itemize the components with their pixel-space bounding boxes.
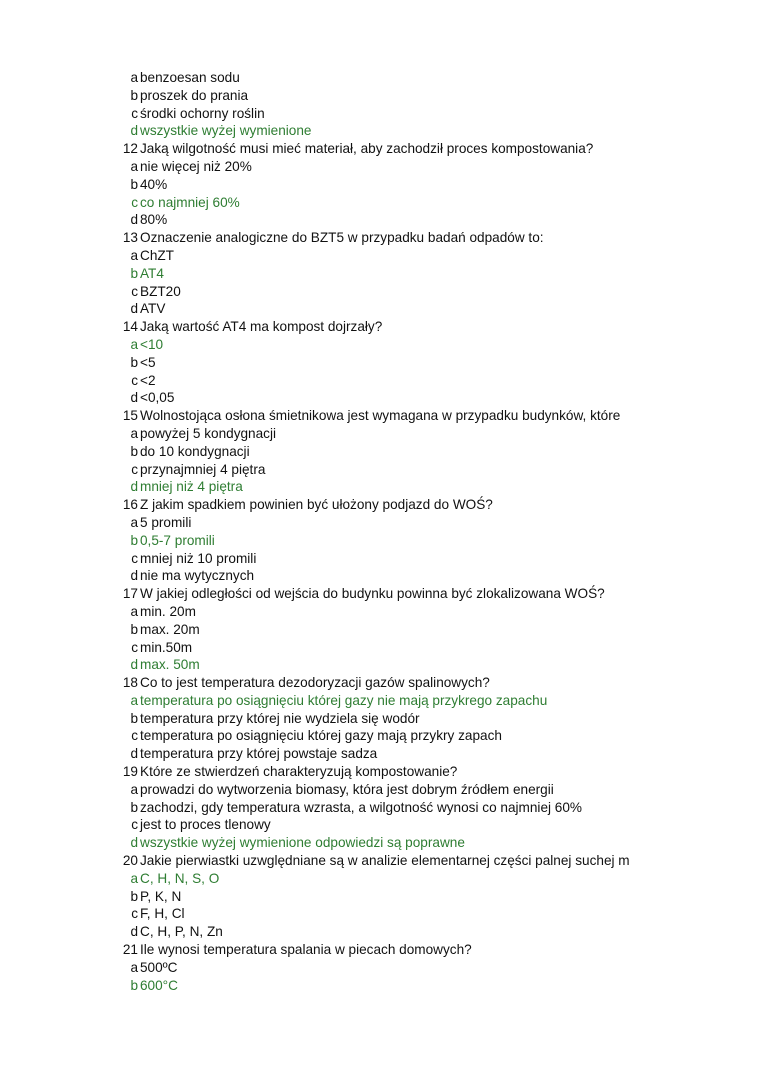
answer-text: mniej niż 4 piętra bbox=[140, 479, 243, 495]
answer-row bbox=[114, 247, 640, 265]
answer-text: 40% bbox=[140, 176, 168, 192]
answer-letter: c bbox=[131, 639, 138, 655]
question-row bbox=[114, 496, 640, 514]
question-number: 13 bbox=[122, 230, 138, 246]
answer-letter: b bbox=[130, 532, 138, 548]
answer-text: C, H, N, S, O bbox=[140, 870, 220, 886]
answer-letter: a bbox=[130, 692, 138, 708]
answer-text: temperatura przy której nie wydziela się wodór bbox=[140, 710, 420, 726]
question-text: Wolnostojąca osłona śmietnikowa jest wymagana w przypadku budynków, które bbox=[140, 408, 621, 424]
answer-letter: d bbox=[130, 657, 138, 673]
answer-letter: a bbox=[130, 514, 138, 530]
answer-row bbox=[114, 692, 640, 710]
answer-letter: c bbox=[131, 194, 138, 210]
answer-letter: a bbox=[130, 870, 138, 886]
answer-text: do 10 kondygnacji bbox=[140, 443, 250, 459]
answer-text: co najmniej 60% bbox=[140, 194, 240, 210]
answer-row bbox=[114, 727, 640, 745]
question-row bbox=[114, 407, 640, 425]
answer-text: <2 bbox=[140, 372, 156, 388]
answer-letter: d bbox=[130, 568, 138, 584]
answer-row bbox=[114, 69, 640, 87]
answer-text: temperatura po osiągnięciu której gazy nie mają przykrego zapachu bbox=[140, 692, 548, 708]
answer-letter: d bbox=[130, 123, 138, 139]
answer-row bbox=[114, 265, 640, 283]
answer-row bbox=[114, 425, 640, 443]
answer-letter: b bbox=[130, 621, 138, 637]
answer-letter: a bbox=[130, 336, 138, 352]
answer-letter: b bbox=[130, 799, 138, 815]
answer-row bbox=[114, 959, 640, 977]
answer-letter: c bbox=[131, 906, 138, 922]
question-text: Ile wynosi temperatura spalania w piecach domowych? bbox=[140, 942, 472, 958]
answer-row bbox=[114, 336, 640, 354]
answer-letter: c bbox=[131, 105, 138, 121]
answer-row bbox=[114, 781, 640, 799]
answer-text: min. 20m bbox=[140, 603, 196, 619]
answer-row bbox=[114, 122, 640, 140]
answer-row bbox=[114, 87, 640, 105]
answer-row bbox=[114, 621, 640, 639]
answer-text: prowadzi do wytworzenia biomasy, która jest dobrym źródłem energii bbox=[140, 781, 554, 797]
answer-row bbox=[114, 888, 640, 906]
question-row bbox=[114, 140, 640, 158]
answer-letter: d bbox=[130, 924, 138, 940]
answer-row bbox=[114, 710, 640, 728]
answer-text: powyżej 5 kondygnacji bbox=[140, 425, 277, 441]
answer-row bbox=[114, 443, 640, 461]
answer-text: temperatura po osiągnięciu której gazy mają przykry zapach bbox=[140, 728, 502, 744]
answer-row bbox=[114, 354, 640, 372]
answer-text: zachodzi, gdy temperatura wzrasta, a wilgotność wynosi co najmniej 60% bbox=[140, 799, 583, 815]
question-text: Co to jest temperatura dezodoryzacji gazów spalinowych? bbox=[140, 675, 490, 691]
answer-row bbox=[114, 514, 640, 532]
answer-text: benzoesan sodu bbox=[140, 70, 240, 85]
answer-text: ChZT bbox=[140, 247, 174, 263]
answer-letter: b bbox=[130, 87, 138, 103]
answer-text: AT4 bbox=[140, 265, 164, 281]
answer-row bbox=[114, 176, 640, 194]
answer-letter: d bbox=[130, 390, 138, 406]
answer-letter: b bbox=[130, 977, 138, 993]
question-text: Jakie pierwiastki uzwględniane są w analizie elementarnej części palnej suchej m bbox=[140, 853, 630, 869]
answer-text: <0,05 bbox=[140, 390, 175, 406]
answer-letter: b bbox=[130, 710, 138, 726]
answer-row bbox=[114, 567, 640, 585]
answer-row bbox=[114, 816, 640, 834]
question-number: 15 bbox=[122, 408, 138, 424]
question-row bbox=[114, 585, 640, 603]
answer-text: F, H, Cl bbox=[140, 906, 185, 922]
question-text: Jaką wartość AT4 ma kompost dojrzały? bbox=[140, 319, 383, 335]
answer-row bbox=[114, 532, 640, 550]
answer-row bbox=[114, 977, 640, 995]
answer-letter: a bbox=[130, 158, 138, 174]
answer-row bbox=[114, 603, 640, 621]
answer-letter: c bbox=[131, 283, 138, 299]
answer-row bbox=[114, 834, 640, 852]
answer-letter: b bbox=[130, 443, 138, 459]
question-row bbox=[114, 674, 640, 692]
question-row bbox=[114, 852, 640, 870]
answer-text: 600°C bbox=[140, 977, 178, 993]
answer-text: ATV bbox=[140, 301, 166, 317]
question-row bbox=[114, 941, 640, 959]
answer-text: nie ma wytycznych bbox=[140, 568, 255, 584]
answer-letter: c bbox=[131, 461, 138, 477]
question-row bbox=[114, 229, 640, 247]
answer-row bbox=[114, 478, 640, 496]
answer-letter: b bbox=[130, 354, 138, 370]
answer-text: max. 20m bbox=[140, 621, 200, 637]
answer-letter: d bbox=[130, 212, 138, 228]
answer-text: przynajmniej 4 piętra bbox=[140, 461, 266, 477]
answer-text: wszystkie wyżej wymienione bbox=[140, 123, 312, 139]
question-number: 19 bbox=[122, 764, 138, 780]
answer-text: BZT20 bbox=[140, 283, 181, 299]
answer-text: 500ºC bbox=[140, 959, 178, 975]
question-text: Jaką wilgotność musi mieć materiał, aby zachodził proces kompostowania? bbox=[140, 141, 594, 157]
question-number: 17 bbox=[122, 586, 138, 602]
answer-row bbox=[114, 389, 640, 407]
answer-text: proszek do prania bbox=[140, 87, 249, 103]
answer-text: min.50m bbox=[140, 639, 193, 655]
answer-text: P, K, N bbox=[140, 888, 182, 904]
answer-row bbox=[114, 656, 640, 674]
answer-row bbox=[114, 158, 640, 176]
question-row bbox=[114, 763, 640, 781]
answer-letter: a bbox=[130, 781, 138, 797]
answer-text: środki ochorny roślin bbox=[140, 105, 265, 121]
answer-text: 0,5-7 promili bbox=[140, 532, 215, 548]
answer-text: 5 promili bbox=[140, 514, 192, 530]
question-number: 20 bbox=[122, 853, 138, 869]
question-row bbox=[114, 318, 640, 336]
answer-letter: c bbox=[131, 817, 138, 833]
answer-text: max. 50m bbox=[140, 657, 200, 673]
answer-letter: d bbox=[130, 301, 138, 317]
answer-text: <5 bbox=[140, 354, 156, 370]
answer-letter: a bbox=[130, 959, 138, 975]
answer-letter: a bbox=[130, 425, 138, 441]
answer-text: mniej niż 10 promili bbox=[140, 550, 257, 566]
answer-row bbox=[114, 211, 640, 229]
answer-row bbox=[114, 923, 640, 941]
answer-letter: a bbox=[130, 247, 138, 263]
question-number: 14 bbox=[122, 319, 138, 335]
question-number: 16 bbox=[122, 497, 138, 513]
answer-row bbox=[114, 550, 640, 568]
answer-row bbox=[114, 639, 640, 657]
answer-row bbox=[114, 372, 640, 390]
answer-letter: d bbox=[130, 746, 138, 762]
answer-text: temperatura przy której powstaje sadza bbox=[140, 746, 378, 762]
answer-row bbox=[114, 461, 640, 479]
question-text: W jakiej odległości od wejścia do budynku powinna być zlokalizowana WOŚ? bbox=[140, 586, 605, 602]
question-number: 18 bbox=[122, 675, 138, 691]
quiz-list bbox=[114, 69, 640, 994]
answer-letter: c bbox=[131, 728, 138, 744]
question-number: 21 bbox=[122, 942, 138, 958]
answer-row bbox=[114, 905, 640, 923]
answer-text: C, H, P, N, Zn bbox=[140, 924, 223, 940]
answer-letter: c bbox=[131, 550, 138, 566]
question-text: Które ze stwierdzeń charakteryzują kompostowanie? bbox=[140, 764, 458, 780]
answer-text: jest to proces tlenowy bbox=[140, 817, 271, 833]
question-number: 12 bbox=[122, 141, 138, 157]
answer-row bbox=[114, 870, 640, 888]
answer-row bbox=[114, 300, 640, 318]
answer-row bbox=[114, 105, 640, 123]
answer-letter: d bbox=[130, 835, 138, 851]
answer-letter: c bbox=[131, 372, 138, 388]
answer-letter: a bbox=[130, 603, 138, 619]
answer-text: 80% bbox=[140, 212, 168, 228]
question-text: Z jakim spadkiem powinien być ułożony podjazd do WOŚ? bbox=[140, 497, 493, 513]
answer-row bbox=[114, 194, 640, 212]
answer-letter: b bbox=[130, 265, 138, 281]
answer-row bbox=[114, 283, 640, 301]
answer-text: <10 bbox=[140, 336, 164, 352]
answer-letter: b bbox=[130, 888, 138, 904]
answer-letter: a bbox=[130, 70, 138, 85]
answer-letter: b bbox=[130, 176, 138, 192]
answer-text: nie więcej niż 20% bbox=[140, 158, 252, 174]
answer-row bbox=[114, 799, 640, 817]
question-text: Oznaczenie analogiczne do BZT5 w przypadku badań odpadów to: bbox=[140, 230, 544, 246]
answer-text: wszystkie wyżej wymienione odpowiedzi są poprawne bbox=[140, 835, 465, 851]
answer-letter: d bbox=[130, 479, 138, 495]
answer-row bbox=[114, 745, 640, 763]
